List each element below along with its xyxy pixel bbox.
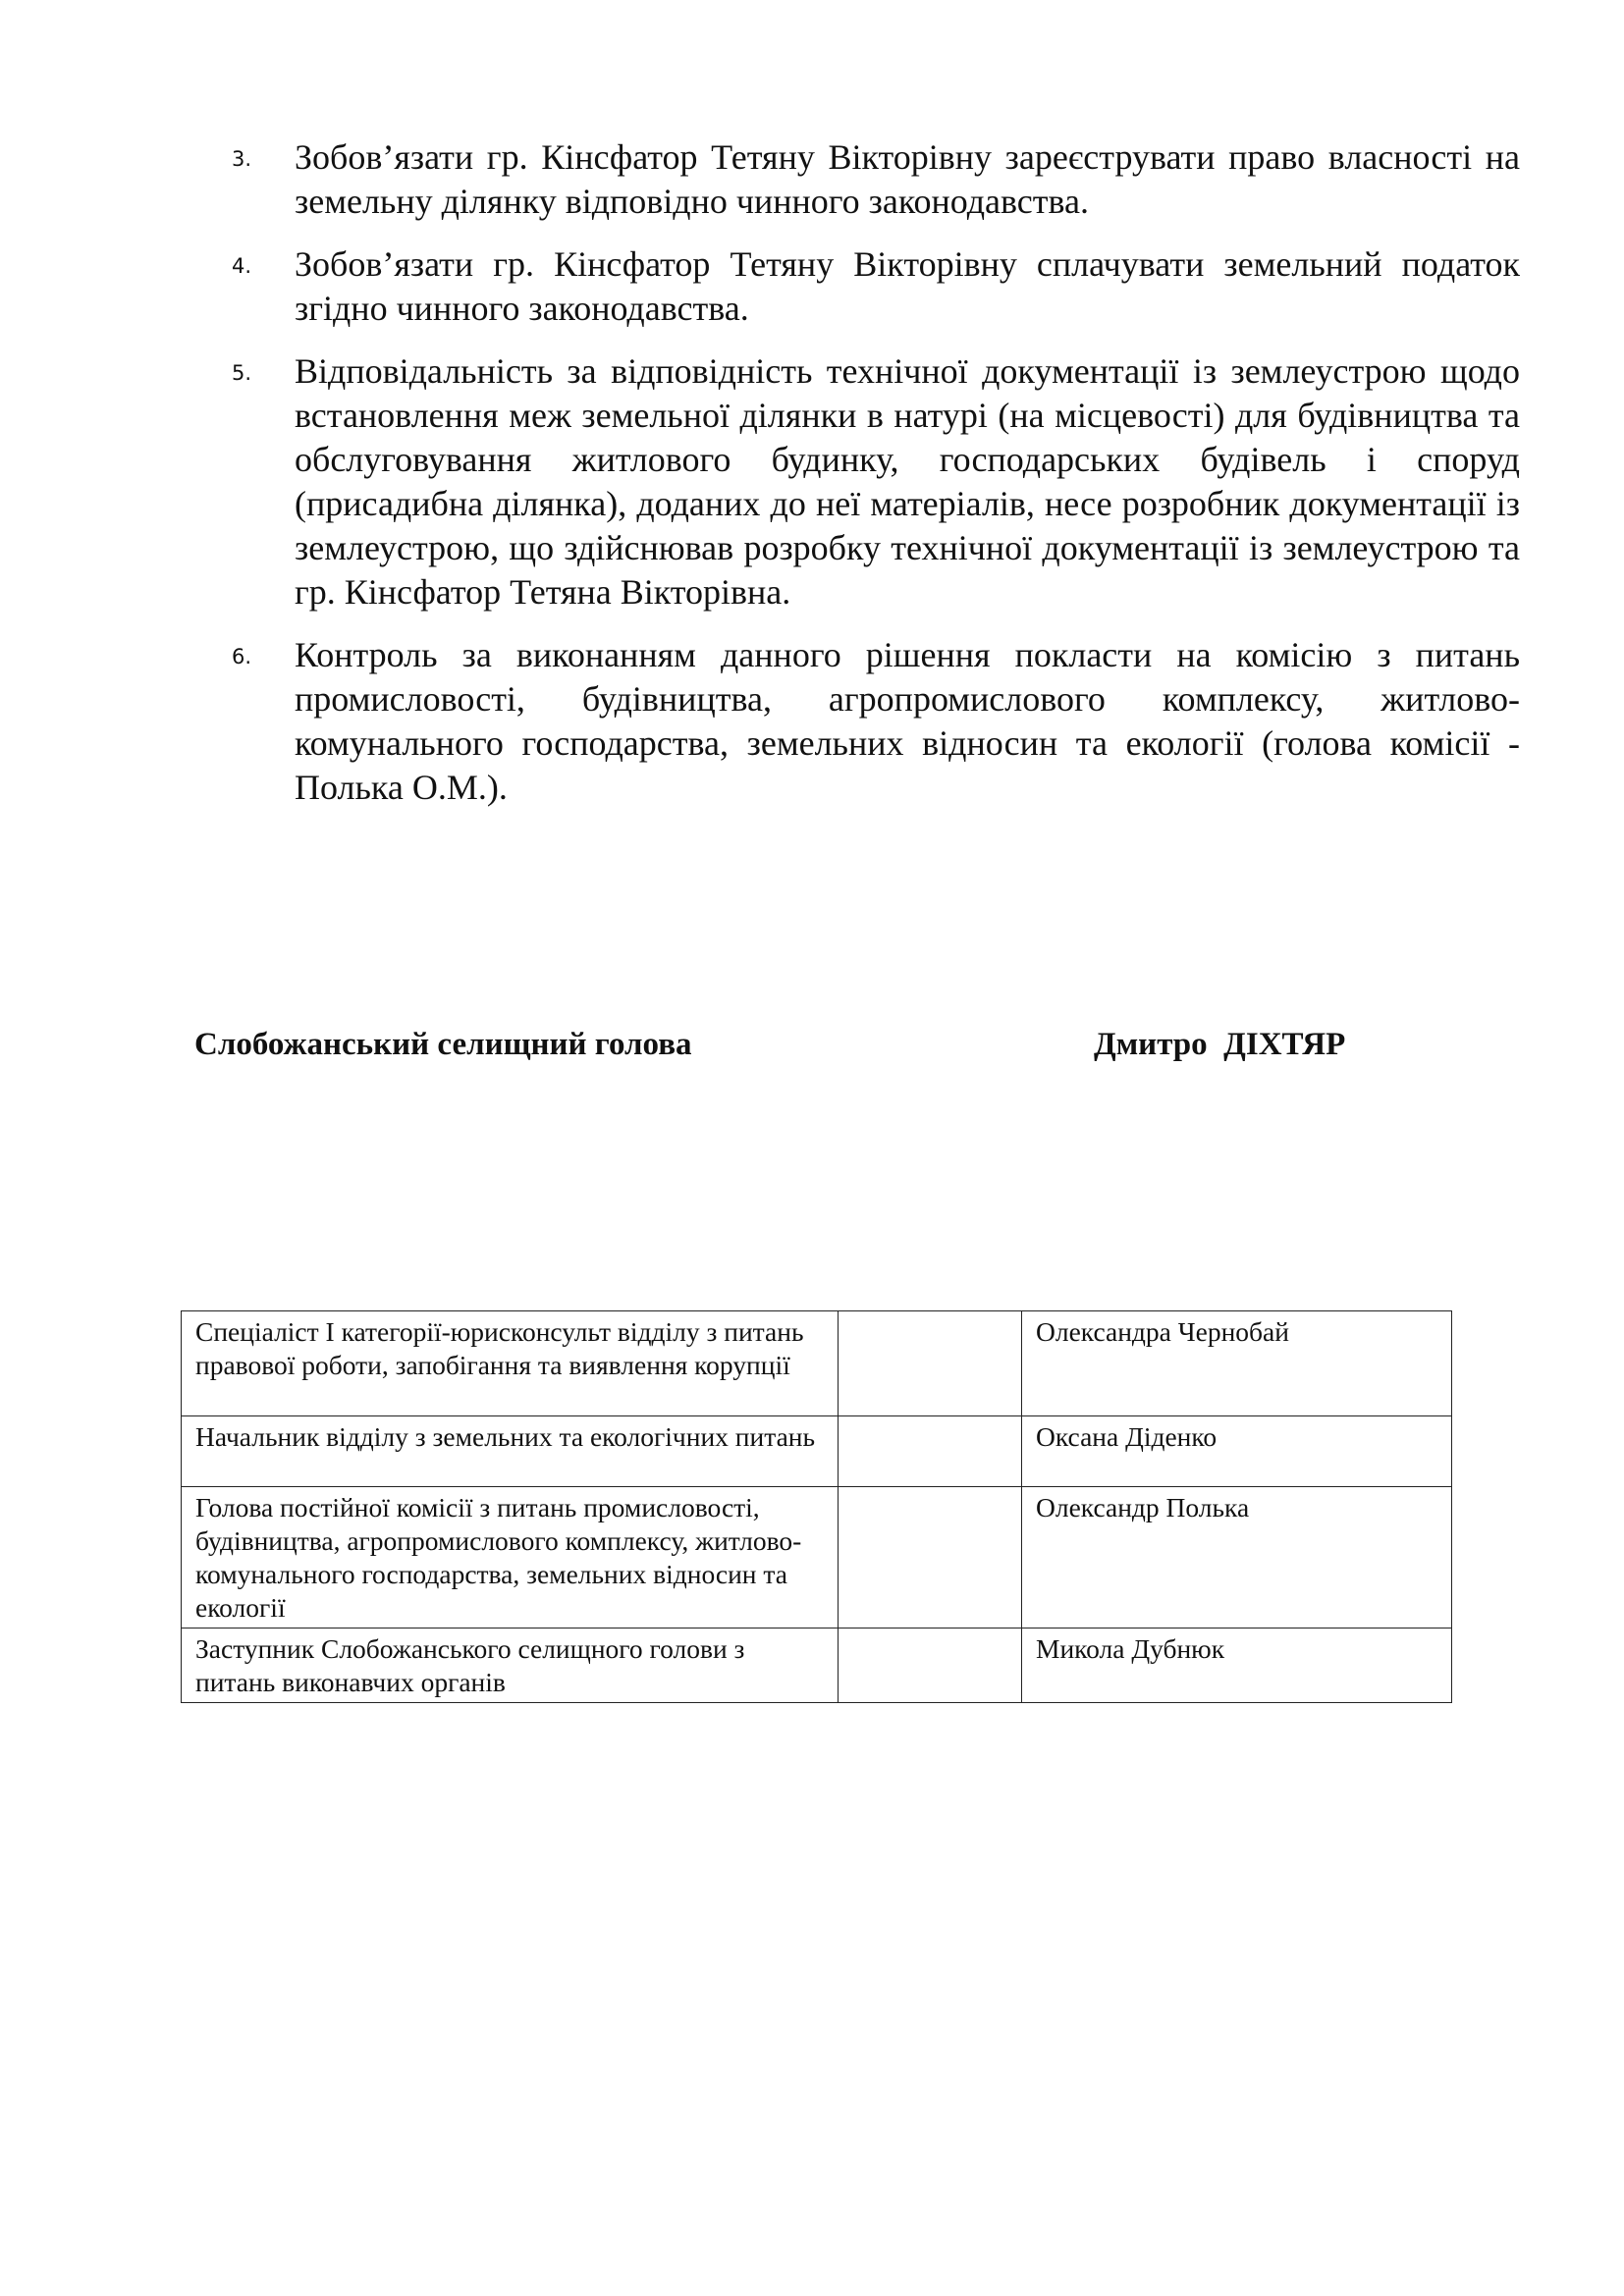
table-row <box>182 1416 1452 1487</box>
item-number: 6. <box>232 645 252 668</box>
signature-position: Слобожанський селищний голова <box>194 1027 692 1062</box>
table-row <box>182 1311 1452 1416</box>
approver-name: Микола Дубнюк <box>1022 1629 1452 1703</box>
item-number: 5. <box>232 361 252 385</box>
approver-position: Спеціаліст І категорії-юрисконсульт відділу з питань правової роботи, запобігання та виявлення корупції <box>182 1311 839 1416</box>
table-row <box>182 1629 1452 1703</box>
item-text: Контроль за виконанням данного рішення покласти на комісію з питань промисловості, будівництва, агропромислового комплексу, житлово-комунального господарства, земельних відносин та екології (голова комісії - Полька О.М.). <box>295 635 1520 807</box>
approver-name: Оксана Діденко <box>1022 1416 1452 1487</box>
decision-item-5 <box>232 349 1520 614</box>
signature-cell <box>839 1416 1022 1487</box>
decision-item-4 <box>232 242 1520 331</box>
item-text: Відповідальність за відповідність технічної документації із землеустрою щодо встановлення меж земельної ділянки в натурі (на місцевості) для будівництва та обслуговування житлового будинку, господарських будівель і споруд (присадибна ділянка), доданих до неї матеріалів, несе розробник документації із землеустрою, що здійснював розробку технічної документації із землеустрою та гр. Кінсфатор Тетяна Вікторівна. <box>295 351 1520 612</box>
item-number: 3. <box>232 147 252 171</box>
decision-item-6 <box>232 633 1520 810</box>
approver-name: Олександр Полька <box>1022 1487 1452 1629</box>
approver-position: Заступник Слобожанського селищного голови з питань виконавчих органів <box>182 1629 839 1703</box>
decision-item-3 <box>232 135 1520 224</box>
decision-list <box>232 135 1520 828</box>
signature-block <box>194 1027 1422 1076</box>
signature-cell <box>839 1629 1022 1703</box>
approver-position: Начальник відділу з земельних та екологічних питань <box>182 1416 839 1487</box>
approver-position: Голова постійної комісії з питань промисловості, будівництва, агропромислового комплексу, житлово-комунального господарства, земельних відносин та екології <box>182 1487 839 1629</box>
item-number: 4. <box>232 254 252 278</box>
item-text: Зобов’язати гр. Кінсфатор Тетяну Вікторівну сплачувати земельний податок згідно чинного законодавства. <box>295 244 1520 328</box>
signature-cell <box>839 1487 1022 1629</box>
table-row <box>182 1487 1452 1629</box>
signature-name: Дмитро ДІХТЯР <box>1094 1027 1346 1062</box>
signature-cell <box>839 1311 1022 1416</box>
approval-table <box>181 1310 1452 1703</box>
item-text: Зобов’язати гр. Кінсфатор Тетяну Вікторівну зареєструвати право власності на земельну ділянку відповідно чинного законодавства. <box>295 137 1520 221</box>
approver-name: Олександра Чернобай <box>1022 1311 1452 1416</box>
